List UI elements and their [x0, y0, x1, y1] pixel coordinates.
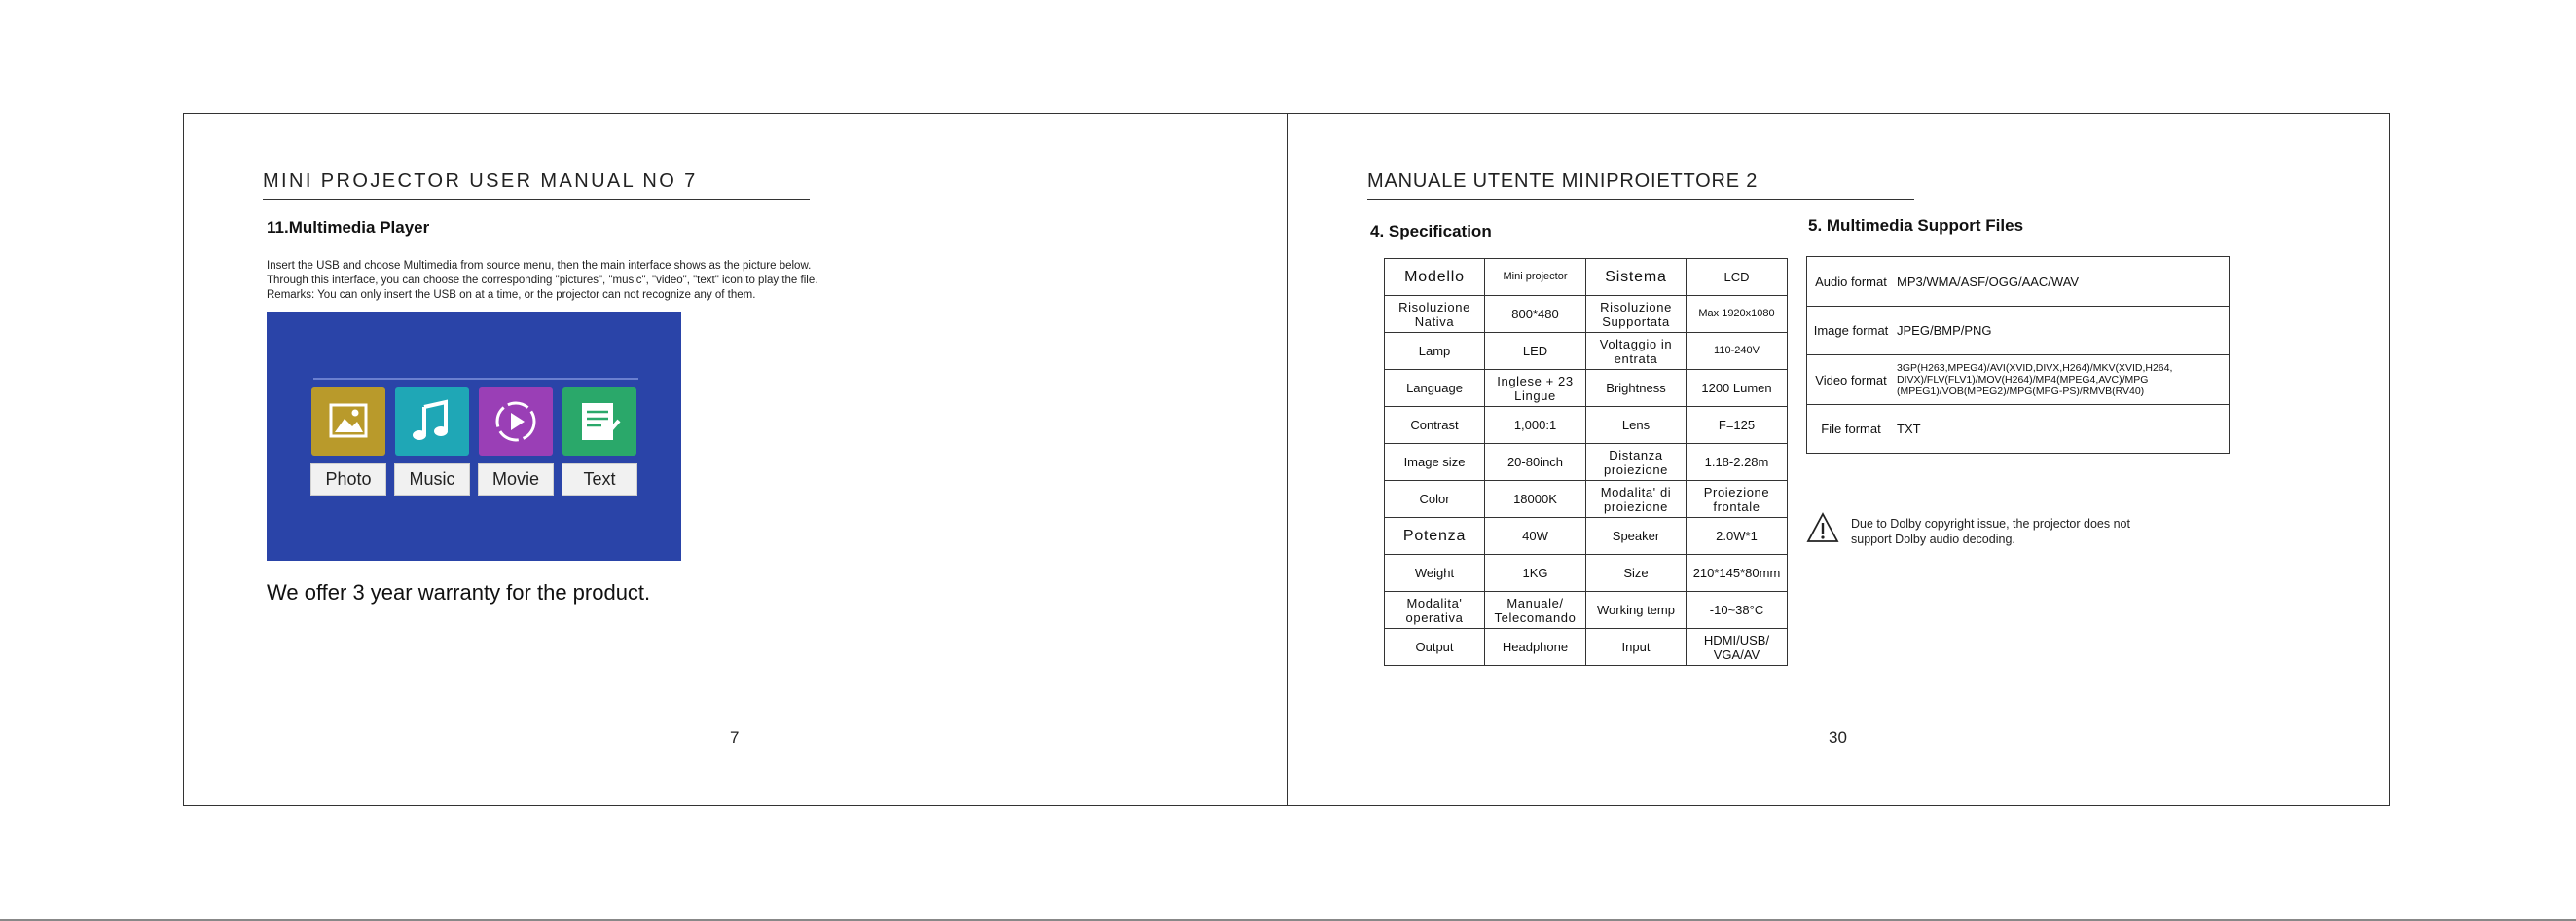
format-label: Video format — [1807, 355, 1896, 405]
page-divider — [1287, 113, 1288, 806]
format-value: MP3/WMA/ASF/OGG/AAC/WAV — [1895, 257, 2230, 307]
music-label[interactable]: Music — [394, 463, 470, 496]
format-label: Image format — [1807, 307, 1896, 355]
table-row — [1385, 518, 1788, 555]
spec-cell: Risoluzione Nativa — [1385, 296, 1485, 333]
spec-cell: 1200 Lumen — [1687, 370, 1788, 407]
spec-cell: 20-80inch — [1485, 444, 1586, 481]
spec-cell: Weight — [1385, 555, 1485, 592]
spec-cell: Input — [1586, 629, 1687, 666]
spec-cell: Risoluzione Supportata — [1586, 296, 1687, 333]
table-row — [1385, 259, 1788, 296]
multimedia-menu-screenshot — [267, 312, 681, 561]
music-tile[interactable] — [395, 387, 469, 456]
warning-line-2: support Dolby audio decoding. — [1851, 533, 2015, 546]
warning-icon — [1806, 512, 1839, 543]
table-row — [1385, 333, 1788, 370]
spec-cell: 1KG — [1485, 555, 1586, 592]
warranty-statement: We offer 3 year warranty for the product. — [267, 580, 651, 605]
spec-cell: Size — [1586, 555, 1687, 592]
spec-cell: Distanza proiezione — [1586, 444, 1687, 481]
table-row — [1385, 481, 1788, 518]
spec-cell: LCD — [1687, 259, 1788, 296]
left-page-number: 7 — [730, 728, 740, 747]
text-tile[interactable] — [562, 387, 636, 456]
spec-cell: Inglese + 23 Lingue — [1485, 370, 1586, 407]
spec-cell: Language — [1385, 370, 1485, 407]
spec-cell: Modello — [1385, 259, 1485, 296]
spec-cell: F=125 — [1687, 407, 1788, 444]
table-row — [1385, 444, 1788, 481]
spec-cell: Lamp — [1385, 333, 1485, 370]
spec-cell: 110-240V — [1687, 333, 1788, 370]
spec-cell: Working temp — [1586, 592, 1687, 629]
spec-cell: Brightness — [1586, 370, 1687, 407]
spec-cell: Manuale/ Telecomando — [1485, 592, 1586, 629]
spec-cell: Color — [1385, 481, 1485, 518]
spec-cell: LED — [1485, 333, 1586, 370]
spec-cell: Output — [1385, 629, 1485, 666]
spec-cell: Proiezione frontale — [1687, 481, 1788, 518]
spec-cell: 1.18-2.28m — [1687, 444, 1788, 481]
format-value: TXT — [1895, 405, 2230, 454]
spec-cell: -10~38°C — [1687, 592, 1788, 629]
multimedia-support-table — [1806, 256, 2230, 454]
movie-tile[interactable] — [479, 387, 553, 456]
movie-label[interactable]: Movie — [478, 463, 554, 496]
table-row — [1807, 405, 2230, 454]
multimedia-player-heading: 11.Multimedia Player — [267, 218, 430, 237]
spec-cell: Modalita' di proiezione — [1586, 481, 1687, 518]
music-icon — [395, 387, 469, 456]
spec-cell: 210*145*80mm — [1687, 555, 1788, 592]
table-row — [1807, 355, 2230, 405]
spec-cell: Headphone — [1485, 629, 1586, 666]
spec-cell: 40W — [1485, 518, 1586, 555]
spec-cell: HDMI/USB/ VGA/AV — [1687, 629, 1788, 666]
format-value: 3GP(H263,MPEG4)/AVI(XVID,DIVX,H264)/MKV(XVID,H264, DIVX)/FLV(FLV1)/MOV(H264)/MP4(MPEG4,AVC)/MPG (MPEG1)/VOB(MPEG2)/MPG(MPG-PS)/RMVB(RV40) — [1895, 355, 2230, 405]
spec-cell: Mini projector — [1485, 259, 1586, 296]
left-page-header: MINI PROJECTOR USER MANUAL NO 7 — [263, 170, 810, 200]
spec-cell: Max 1920x1080 — [1687, 296, 1788, 333]
table-row — [1385, 629, 1788, 666]
instruction-line-1: Insert the USB and choose Multimedia from source menu, then the main interface shows as the picture below. — [267, 260, 812, 272]
photo-tile[interactable] — [311, 387, 385, 456]
play-icon — [479, 387, 553, 456]
table-row — [1385, 407, 1788, 444]
spec-cell: Modalita' operativa — [1385, 592, 1485, 629]
instruction-line-2: Through this interface, you can choose the corresponding "pictures", "music", "video", "text" icon to play the file. — [267, 275, 818, 286]
spec-cell: 1,000:1 — [1485, 407, 1586, 444]
format-label: Audio format — [1807, 257, 1896, 307]
warning-line-1: Due to Dolby copyright issue, the projector does not — [1851, 517, 2130, 531]
table-row — [1385, 555, 1788, 592]
instruction-line-3: Remarks: You can only insert the USB on at a time, or the projector can not recognize any of them. — [267, 289, 756, 301]
menu-separator-line — [313, 378, 638, 380]
spec-cell: Voltaggio in entrata — [1586, 333, 1687, 370]
text-label[interactable]: Text — [562, 463, 637, 496]
specification-table — [1384, 258, 1788, 666]
dolby-warning-text — [1851, 516, 2130, 547]
specification-heading: 4. Specification — [1370, 222, 1492, 240]
table-row — [1385, 592, 1788, 629]
right-page-header: MANUALE UTENTE MINIPROIETTORE 2 — [1367, 170, 1914, 200]
table-row — [1385, 370, 1788, 407]
multimedia-support-heading: 5. Multimedia Support Files — [1808, 216, 2024, 235]
format-value: JPEG/BMP/PNG — [1895, 307, 2230, 355]
spec-cell: 18000K — [1485, 481, 1586, 518]
right-page-number: 30 — [1829, 728, 1847, 747]
table-row — [1807, 307, 2230, 355]
table-row — [1807, 257, 2230, 307]
format-label: File format — [1807, 405, 1896, 454]
document-icon — [562, 387, 636, 456]
spec-cell: Contrast — [1385, 407, 1485, 444]
spec-cell: Image size — [1385, 444, 1485, 481]
spec-cell: Sistema — [1586, 259, 1687, 296]
table-row — [1385, 296, 1788, 333]
photo-label[interactable]: Photo — [310, 463, 386, 496]
spec-cell: 2.0W*1 — [1687, 518, 1788, 555]
spec-cell: 800*480 — [1485, 296, 1586, 333]
spec-cell: Speaker — [1586, 518, 1687, 555]
spec-cell: Potenza — [1385, 518, 1485, 555]
spec-cell: Lens — [1586, 407, 1687, 444]
photo-icon — [311, 387, 385, 456]
